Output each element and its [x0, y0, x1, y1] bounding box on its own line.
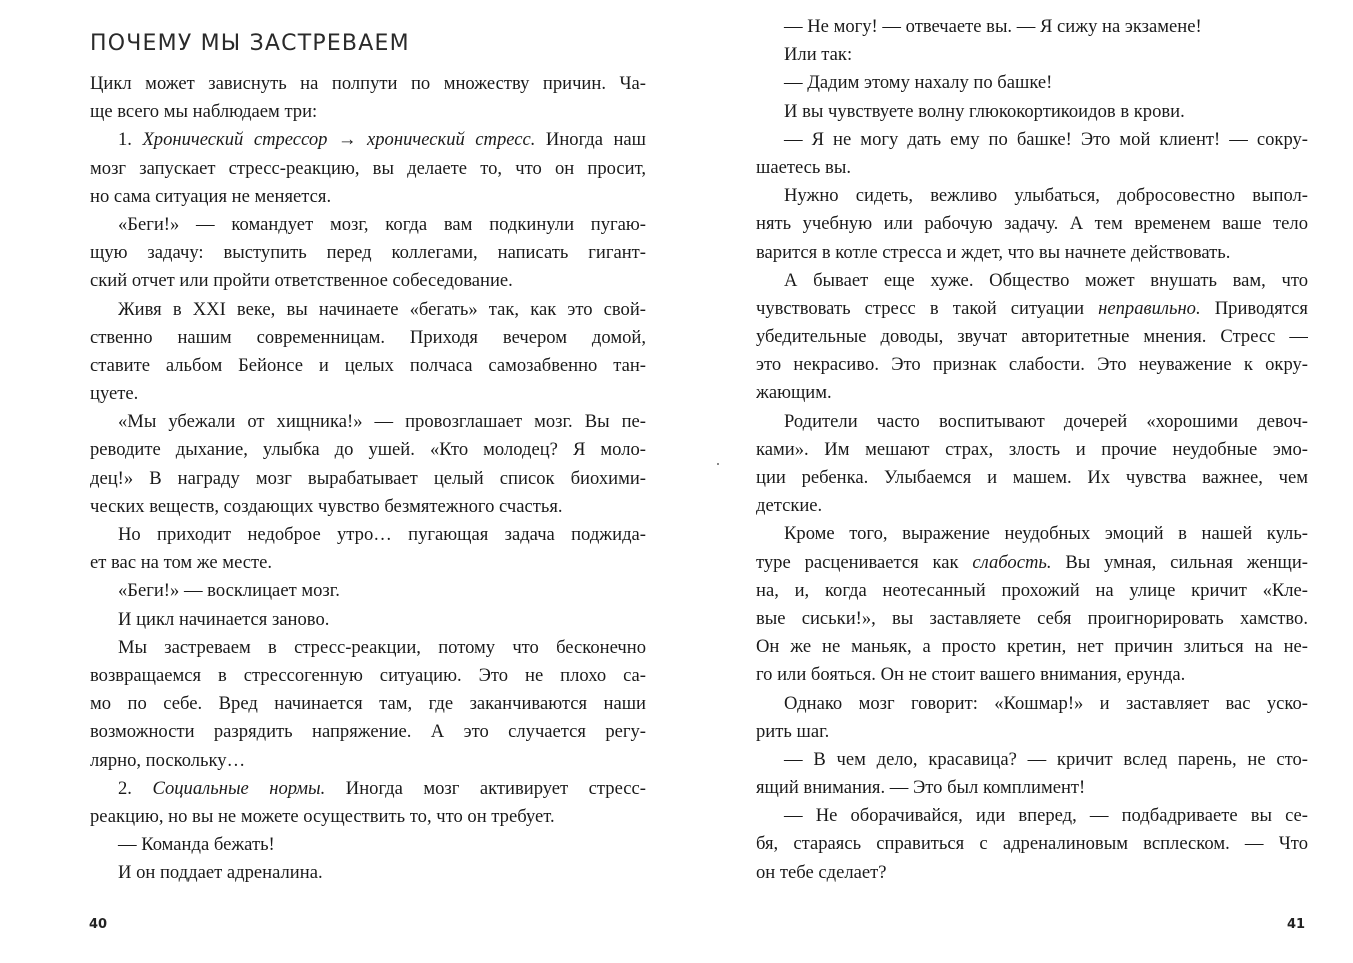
- text-line: [90, 549, 646, 577]
- text-line: [90, 747, 646, 775]
- text-line: [756, 492, 1308, 520]
- text-line: [90, 352, 646, 380]
- text-run: но сама ситуация не меняется.: [90, 185, 332, 207]
- text-run: реакцию, но вы не можете осуществить то, что он требует.: [90, 805, 555, 827]
- text-run: — Не могу! — отвечаете вы. — Я сижу на экзамене!: [784, 16, 1202, 37]
- text-run: вые сиськи!», вы заставляете себя проигнорировать хамство.: [756, 607, 1308, 629]
- text-run: ции ребенка. Улыбаемся и машем. Их чувства важнее, чем: [756, 467, 1308, 488]
- text-run: туре расценивается как: [756, 551, 973, 573]
- text-run: рить шаг.: [756, 720, 830, 742]
- text-line: [90, 296, 646, 324]
- text-run: А бывает еще хуже. Общество может внушать вам, что: [784, 269, 1308, 291]
- page-number-left: 40: [89, 917, 108, 932]
- text-line: [756, 802, 1308, 830]
- text-line: [756, 267, 1308, 295]
- text-line: [90, 493, 646, 521]
- text-run: Приводятся: [1200, 297, 1308, 319]
- right-page: [676, 0, 1353, 963]
- text-line: [90, 239, 646, 267]
- text-run: Вы умная, сильная женщи-: [1051, 551, 1308, 573]
- text-line: [90, 831, 646, 859]
- text-line: [90, 634, 646, 662]
- text-line: [90, 606, 646, 634]
- text-run: мозг запускает стресс-реакцию, вы делаете то, что он просит,: [90, 157, 646, 179]
- text-line: [756, 549, 1308, 577]
- text-run: — Я не могу дать ему по башке! Это мой клиент! — сокру-: [784, 128, 1308, 150]
- left-page-text: [90, 70, 646, 887]
- text-line: [756, 182, 1308, 210]
- text-line: [756, 520, 1308, 548]
- italic-phrase: Хронический стрессор → хронический стресс.: [142, 129, 536, 151]
- text-line: [756, 661, 1308, 689]
- text-run: реводите дыхание, улыбка до ушей. «Кто молодец? Я моло-: [90, 439, 646, 461]
- text-line: [756, 436, 1308, 464]
- text-run: Родители часто воспитывают дочерей «хорошими девоч-: [784, 410, 1308, 432]
- text-run: ще всего мы наблюдаем три:: [90, 101, 318, 123]
- text-run: жающим.: [756, 382, 832, 404]
- text-run: Но приходит недоброе утро… пугающая задача поджида-: [118, 524, 646, 545]
- text-line: [756, 379, 1308, 407]
- text-run: И он поддает адреналина.: [118, 862, 323, 884]
- text-run: это некрасиво. Это признак слабости. Это неуважение к окру-: [756, 354, 1308, 376]
- text-line: [756, 633, 1308, 661]
- text-run: чувствовать стресс в такой ситуации: [756, 297, 1099, 319]
- text-line: [756, 13, 1308, 41]
- text-run: возвращаемся в стрессогенную ситуацию. Это не плохо са-: [90, 664, 646, 686]
- text-run: 2.: [118, 777, 153, 799]
- text-line: [90, 521, 646, 549]
- text-line: [90, 465, 646, 493]
- text-run: мо по себе. Вред начинается там, где заканчиваются наши: [90, 693, 646, 715]
- text-run: цуете.: [90, 383, 139, 405]
- text-run: — В чем дело, красавица? — кричит вслед парень, не сто-: [784, 748, 1308, 770]
- text-line: [90, 324, 646, 352]
- italic-phrase: Социальные нормы.: [152, 777, 326, 799]
- text-run: нять учебную или рабочую задачу. А тем временем ваше тело: [756, 213, 1308, 235]
- text-run: лярно, поскольку…: [90, 749, 246, 771]
- text-run: И цикл начинается заново.: [118, 608, 330, 630]
- text-run: щую задачу: выступить перед коллегами, написать гигант-: [90, 242, 646, 264]
- text-line: [756, 690, 1308, 718]
- text-run: он тебе сделает?: [756, 861, 887, 883]
- text-line: [90, 211, 646, 239]
- text-line: [90, 126, 646, 154]
- italic-phrase: неправильно.: [1098, 297, 1201, 319]
- text-run: детские.: [756, 495, 823, 517]
- text-line: [90, 98, 646, 126]
- text-run: Мы застреваем в стресс-реакции, потому что бесконечно: [118, 636, 646, 658]
- text-line: [90, 70, 646, 98]
- text-line: [90, 662, 646, 690]
- text-line: [90, 718, 646, 746]
- text-line: [756, 295, 1308, 323]
- text-run: Иногда наш: [535, 129, 646, 151]
- text-run: возможности разрядить напряжение. А это случается регу-: [90, 721, 646, 743]
- text-run: — Команда бежать!: [118, 834, 275, 856]
- text-line: [756, 154, 1308, 182]
- text-line: [756, 41, 1308, 69]
- text-line: [90, 690, 646, 718]
- text-line: [90, 183, 646, 211]
- text-run: Иногда мозг активирует стресс-: [325, 777, 646, 799]
- text-run: ский отчет или пройти ответственное собеседование.: [90, 270, 513, 292]
- text-run: ет вас на том же месте.: [90, 552, 273, 574]
- page-number-right: 41: [1287, 917, 1306, 932]
- text-line: [756, 69, 1308, 97]
- text-run: «Беги!» — восклицает мозг.: [118, 580, 340, 602]
- text-run: бя, стараясь справиться с адреналиновым всплеском. — Что: [756, 833, 1308, 855]
- text-line: [90, 775, 646, 803]
- text-line: [756, 830, 1308, 858]
- italic-phrase: слабость.: [972, 551, 1052, 573]
- text-run: Он же не маньяк, а просто кретин, нет причин злиться на не-: [756, 636, 1308, 658]
- text-line: [756, 746, 1308, 774]
- text-run: Или так:: [784, 44, 853, 66]
- text-run: 1.: [118, 129, 143, 151]
- left-page: [0, 0, 676, 963]
- text-run: «Мы убежали от хищника!» — провозглашает мозг. Вы пе-: [118, 411, 646, 433]
- text-run: ками». Им мешают страх, злость и прочие неудобные эмо-: [756, 438, 1308, 460]
- text-run: дец!» В награду мозг вырабатывает целый список биохими-: [90, 467, 646, 489]
- text-line: [90, 155, 646, 183]
- text-line: [90, 859, 646, 887]
- text-run: — Не оборачивайся, иди вперед, — подбадриваете вы се-: [784, 805, 1308, 827]
- text-line: [90, 380, 646, 408]
- text-run: — Дадим этому нахалу по башке!: [784, 72, 1053, 94]
- text-line: [756, 323, 1308, 351]
- text-line: [756, 605, 1308, 633]
- text-run: ставите альбом Бейонсе и целых полчаса самозабвенно тан-: [90, 354, 646, 376]
- text-line: [90, 436, 646, 464]
- text-run: «Беги!» — командует мозг, когда вам подкинули пугаю-: [118, 213, 646, 235]
- text-line: [756, 210, 1308, 238]
- text-line: [90, 408, 646, 436]
- text-run: шаетесь вы.: [756, 156, 851, 178]
- text-run: Живя в XXI веке, вы начинаете «бегать» так, как это свой-: [118, 298, 646, 320]
- text-run: Нужно сидеть, вежливо улыбаться, добросовестно выпол-: [784, 185, 1308, 207]
- right-page-text: [756, 13, 1308, 887]
- text-line: [756, 718, 1308, 746]
- chapter-heading: ПОЧЕМУ МЫ ЗАСТРЕВАЕМ: [90, 31, 410, 56]
- text-run: убедительные доводы, звучат авторитетные мнения. Стресс —: [756, 326, 1308, 348]
- text-line: [756, 126, 1308, 154]
- text-line: [756, 859, 1308, 887]
- text-run: Кроме того, выражение неудобных эмоций в нашей куль-: [784, 523, 1308, 545]
- text-run: ческих веществ, создающих чувство безмятежного счастья.: [90, 495, 563, 517]
- text-line: [756, 464, 1308, 492]
- text-line: [756, 351, 1308, 379]
- text-run: ящий внимания. — Это был комплимент!: [756, 777, 1086, 799]
- text-run: И вы чувствуете волну глюкокортикоидов в крови.: [784, 100, 1185, 122]
- text-run: на, и, когда неотесанный прохожий на улице кричит «Кле-: [756, 579, 1308, 601]
- text-run: варится в котле стресса и ждет, что вы начнете действовать.: [756, 241, 1231, 263]
- text-line: [756, 98, 1308, 126]
- text-run: го или бояться. Он не стоит вашего внимания, ерунда.: [756, 664, 1186, 686]
- text-line: [756, 774, 1308, 802]
- text-line: [756, 577, 1308, 605]
- text-line: [90, 267, 646, 295]
- text-line: [756, 408, 1308, 436]
- text-run: Однако мозг говорит: «Кошмар!» и заставляет вас уско-: [784, 692, 1308, 714]
- text-line: [756, 239, 1308, 267]
- text-line: [90, 803, 646, 831]
- text-line: [90, 577, 646, 605]
- text-run: Цикл может зависнуть на полпути по множеству причин. Ча-: [90, 73, 646, 94]
- text-run: ственно нашим современницам. Приходя вечером домой,: [90, 326, 646, 348]
